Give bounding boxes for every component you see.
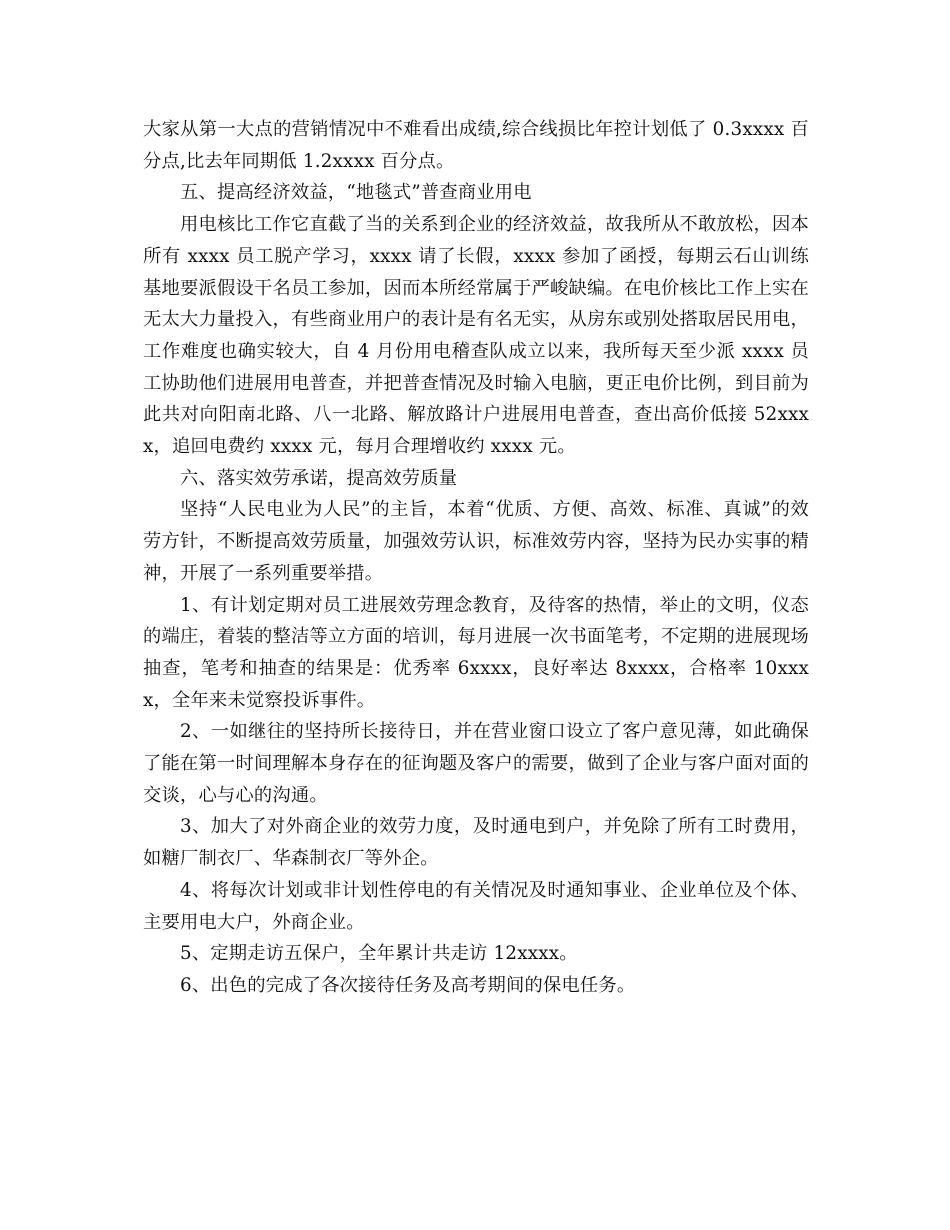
paragraph-service-principle: 坚持“人民电业为人民”的主旨，本着“优质、方便、高效、标准、真诚”的效劳方针，不断提高效劳质量，加强效劳认识，标准效劳内容，坚持为民办实事的精神，开展了一系列重要举措。 xyxy=(143,499,809,584)
list-item-power-guarantee: 6、出色的完成了各次接待任务及高考期间的保电任务。 xyxy=(180,974,636,996)
paragraph-electricity-audit: 用电核比工作它直截了当的关系到企业的经济效益，故我所从不敢放松，因本所有 xxxx 员工脱产学习，xxxx 请了长假，xxxx 参加了函授，每期云石山训练基地要派假设干名员工参加，因而本所经常属于严峻缺编。在电价核比工作上实在无太大力量投入，有些商业用户的表计是有名无实，从房东或别处搭取居民用电，工作难度也确实较大，自 4 月份用电稽查队成立以来，我所每天至少派 xxxx 员工协助他们进展用电普查，并把普查情况及时输入电脑，更正电价比例，到目前为此共对向阳南北路、八一北路、解放路计户进展用电普查，查出高价低接 52xxxx，追回电费约 xxxx 元，每月合理增收约 xxxx 元。 xyxy=(143,214,809,458)
section-heading-economic-benefit: 五、提高经济效益，“地毯式”普查商业用电 xyxy=(180,182,532,204)
list-item-reception-day: 2、一如继往的坚持所长接待日，并在营业窗口设立了客户意见薄，如此确保了能在第一时间理解本身存在的征询题及客户的需要，做到了企业与客户面对面的交谈，心与心的沟通。 xyxy=(143,721,809,806)
list-item-outage-notice: 4、将每次计划或非计划性停电的有关情况及时通知事业、企业单位及个体、主要用电大户，外商企业。 xyxy=(143,879,809,933)
paragraph-marketing-summary: 大家从第一大点的营销情况中不难看出成绩,综合线损比年控计划低了 0.3xxxx 百分点,比去年同期低 1.2xxxx 百分点。 xyxy=(143,119,809,172)
section-heading-service-commitment: 六、落实效劳承诺，提高效劳质量 xyxy=(180,467,458,489)
document-body xyxy=(143,114,809,1002)
list-item-foreign-enterprise: 3、加大了对外商企业的效劳力度，及时通电到户，并免除了所有工时费用，如糖厂制衣厂、华森制衣厂等外企。 xyxy=(143,816,809,870)
list-item-visits: 5、定期走访五保户，全年累计共走访 12xxxx。 xyxy=(180,943,578,965)
list-item-staff-training: 1、有计划定期对员工进展效劳理念教育，及待客的热情，举止的文明，仪态的端庄，着装的整洁等立方面的培训，每月进展一次书面笔考，不定期的进展现场抽查，笔考和抽查的结果是：优秀率 6xxxx，良好率达 8xxxx，合格率 10xxxx，全年来未觉察投诉事件。 xyxy=(143,594,809,711)
